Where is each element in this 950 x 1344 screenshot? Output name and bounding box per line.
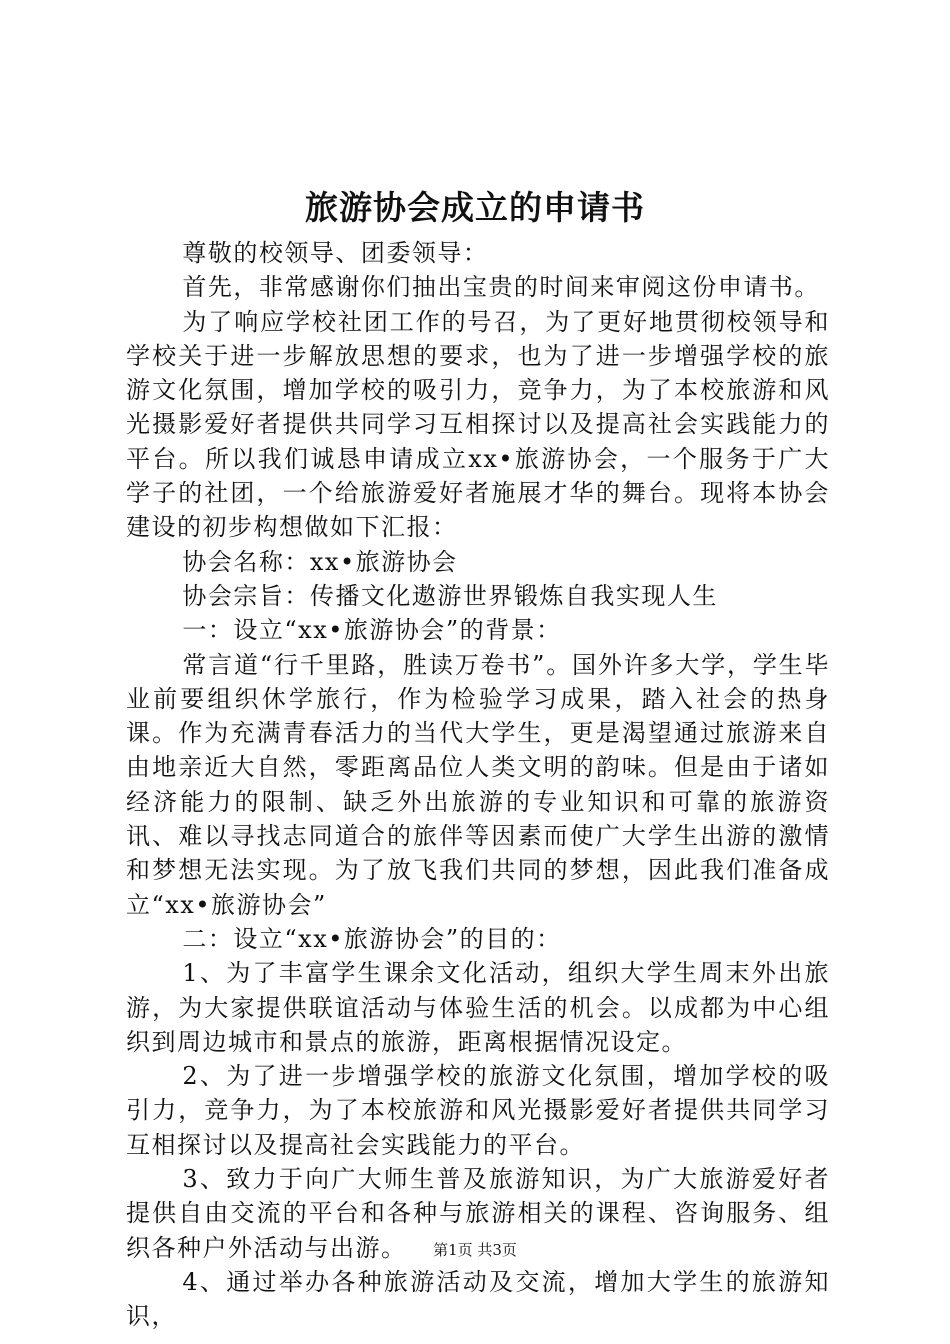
- paragraph-thanks: 首先，非常感谢你们抽出宝贵的时间来审阅这份申请书。: [182, 273, 820, 302]
- paragraph-purpose: 为了响应学校社团工作的号召，为了更好地贯彻校领导和学校关于进一步解放思想的要求，也为了进一步增强学校的旅游文化氛围，增加学校的吸引力，竞争力，为了本校旅游和风光摄影爱好者提供共同学习互相探讨以及提高社会实践能力的平台。所以我们诚恳申请成立xx•旅游协会，一个服务于广大学子的社团，一个给旅游爱好者施展才华的舞台。现将本协会建设的初步构想做如下汇报：: [126, 307, 830, 542]
- document-title: 旅游协会成立的申请书: [305, 188, 645, 227]
- section-heading-background: 一：设立“xx•旅游协会”的背景：: [182, 616, 562, 645]
- list-item-goal-3: 3、致力于向广大师生普及旅游知识，为广大旅游爱好者提供自由交流的平台和各种与旅游相关的课程、咨询服务、组织各种户外活动与出游。: [126, 1165, 830, 1262]
- list-item-goal-4: 4、通过举办各种旅游活动及交流，增加大学生的旅游知识，: [126, 1267, 830, 1331]
- page-number-footer: 第1页 共3页: [433, 1241, 517, 1259]
- document-body: [126, 236, 830, 1334]
- association-motto: 协会宗旨：传播文化遨游世界锻炼自我实现人生: [182, 581, 718, 610]
- association-name: 协会名称：xx•旅游协会: [182, 547, 458, 576]
- section-heading-goals: 二：设立“xx•旅游协会”的目的：: [182, 924, 562, 953]
- list-item-goal-2: 2、为了进一步增强学校的旅游文化氛围，增加学校的吸引力，竞争力，为了本校旅游和风光摄影爱好者提供共同学习互相探讨以及提高社会实践能力的平台。: [126, 1062, 830, 1159]
- salutation: 尊敬的校领导、团委领导：: [182, 239, 489, 267]
- paragraph-background: 常言道“行千里路，胜读万卷书”。国外许多大学，学生毕业前要组织休学旅行，作为检验学习成果，踏入社会的热身课。作为充满青春活力的当代大学生，更是渴望通过旅游来自由地亲近大自然，零距离品位人类文明的韵味。但是由于诸如经济能力的限制、缺乏外出旅游的专业知识和可靠的旅游资讯、难以寻找志同道合的旅伴等因素而使广大学生出游的激情和梦想无法实现。为了放飞我们共同的梦想，因此我们准备成立“xx•旅游协会”: [126, 650, 830, 919]
- list-item-goal-1: 1、为了丰富学生课余文化活动，组织大学生周末外出旅游，为大家提供联谊活动与体验生活的机会。以成都为中心组织到周边城市和景点的旅游，距离根据情况设定。: [126, 959, 830, 1056]
